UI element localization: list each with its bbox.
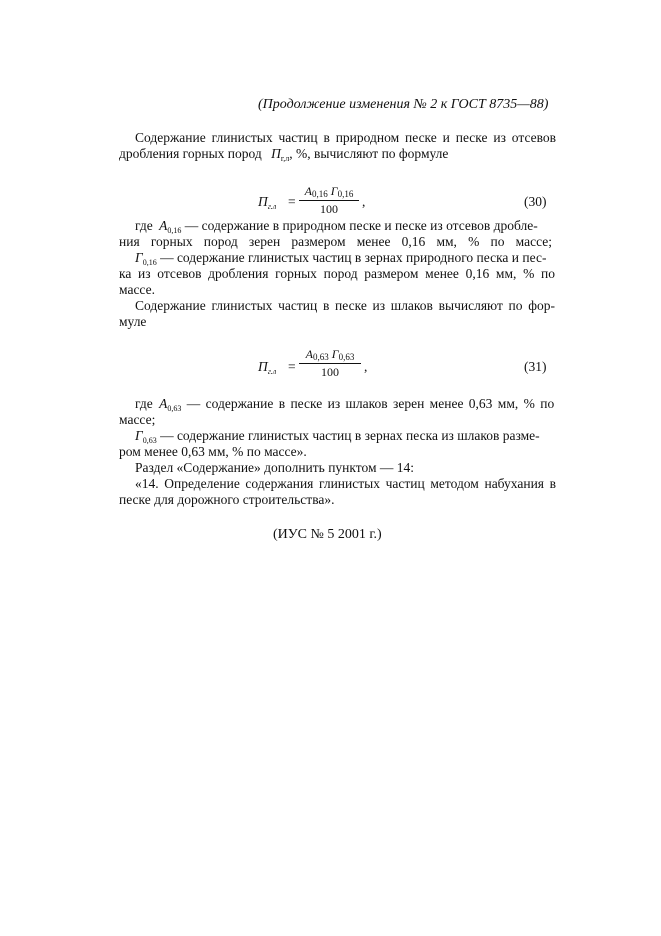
symbol-g-016: Г [135,250,143,265]
formula-31-comma: , [364,359,368,374]
symbol-a-063-subscript: 0,63 [167,404,182,413]
symbol-a-063: А [159,396,168,411]
formula-31-lhs-subscript: г.л [267,367,277,376]
formula-31-lhs: $П_{г.л}$ [258,359,277,376]
formula-30-lhs-subscript: г.л [267,202,277,211]
formula-30-equals: = [288,194,296,209]
document-header: (Продолжение изменения № 2 к ГОСТ 8735—88) [258,97,549,112]
paragraph-1-line-2 [119,146,448,162]
paragraph-1-line-1: Содержание глинистых частиц в природном песке и песке из отсевов [135,130,556,145]
formula-30-fraction [299,184,359,217]
paragraph-1-text-b: , %, вычисляют по формуле [289,146,449,161]
where-2-line-4: ром менее 0,63 мм, % по массе». [119,444,307,459]
symbol-a-016: А [159,218,168,233]
paragraph-3-line-1: Раздел «Содержание» дополнить пунктом — 14: [135,460,415,475]
paragraph-3-line-2: «14. Определение содержания глинистых частиц методом набухания в [135,476,556,491]
where-2-line-1: где $А_{0,63}$ — содержание в песке из шлаков зерен менее 0,63 мм, % по [135,396,555,413]
formula-30-denominator: 100 [320,202,338,216]
symbol-g-016-subscript: 0,16 [142,258,157,267]
paragraph-2-line-2: муле [119,314,147,329]
symbol-p: П [271,146,281,161]
symbol-g-063: Г [135,428,143,443]
where-2-line-2: массе; [119,412,156,427]
formula-31-fraction-bar [299,363,361,364]
paragraph-2-line-1: Содержание глинистых частиц в песке из шлаков вычисляют по фор- [135,298,555,313]
where-1-line-3: $Г_{0,16}$ — содержание глинистых частиц в зернах природного песка и пес- [135,250,547,267]
where-1-line-2: ния горных пород зерен размером менее 0,16 мм, % по массе; [119,234,552,249]
formula-31-equals: = [288,359,296,374]
document-footer: (ИУС № 5 2001 г.) [273,527,382,542]
symbol-g-063-subscript: 0,63 [142,436,157,445]
symbol-p-subscript: г,л [280,154,290,163]
formula-31-numerator: А0,63 Г0,63 [305,347,355,362]
formula-31 [258,347,558,395]
paragraph-1-text-a: дробления горных пород [119,146,262,161]
formula-30-fraction-bar [299,200,359,201]
where-1-line-5: массе. [119,282,155,297]
formula-31-denominator: 100 [321,365,339,379]
symbol-a-016-subscript: 0,16 [167,226,182,235]
formula-30-number: (30) [524,194,547,209]
formula-30-lhs: $П_{г.л}$ [258,194,277,211]
formula-31-number: (31) [524,359,547,374]
paragraph-3-line-3: песке для дорожного строительства». [119,492,335,507]
formula-31-fraction [299,347,361,380]
formula-30-comma: , [362,194,366,209]
formula-30-numerator: А0,16 Г0,16 [304,184,354,199]
where-1-line-4: ка из отсевов дробления горных пород размером менее 0,16 мм, % по [119,266,555,281]
where-1-line-1: где $А_{0,16}$ — содержание в природном песке и песке из отсевов дробле- [135,218,538,235]
where-2-line-3: $Г_{0,63}$ — содержание глинистых частиц в зернах песка из шлаков разме- [135,428,540,445]
